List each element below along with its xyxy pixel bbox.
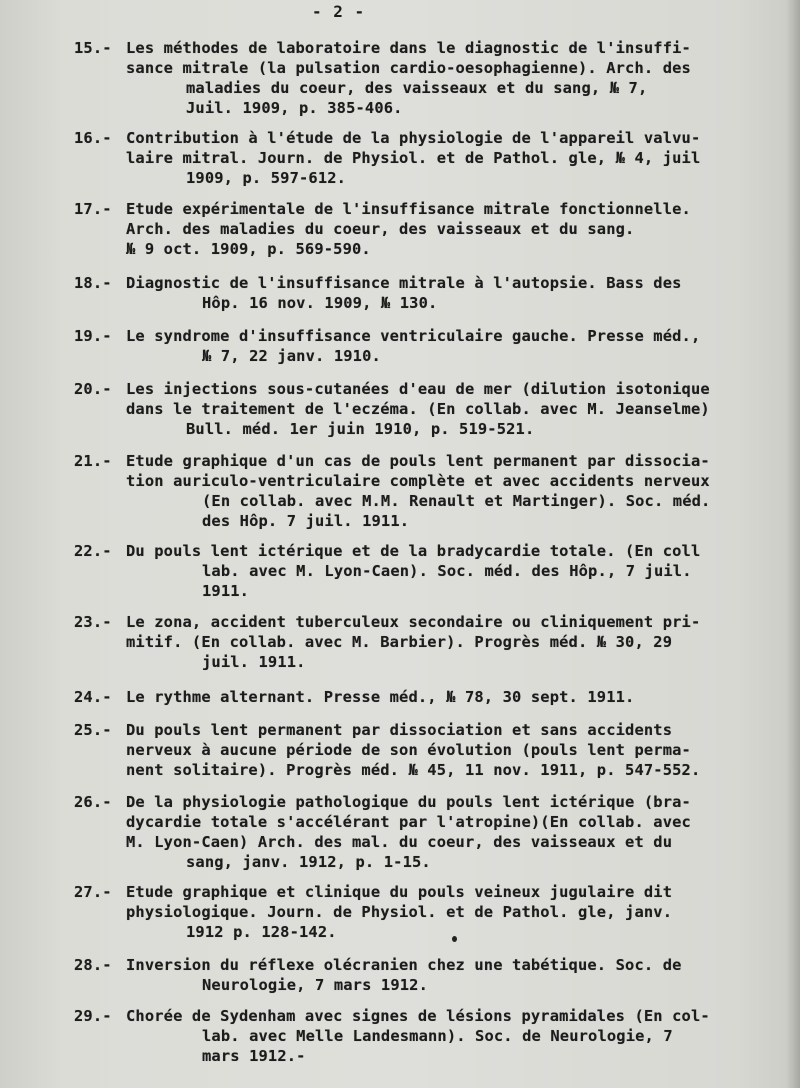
- entry-text-line: 1912 p. 128-142.: [186, 923, 337, 941]
- entry-text-line: M. Lyon-Caen) Arch. des mal. du coeur, des vaisseaux et du: [126, 833, 673, 851]
- entry-text-line: dans le traitement de l'eczéma. (En collab. avec M. Jeanselme): [126, 400, 710, 418]
- entry-text-line: tion auriculo-ventriculaire complète et avec accidents nerveux: [126, 472, 710, 490]
- entry-text-line: Inversion du réflexe olécranien chez une tabétique. Soc. de: [126, 956, 682, 974]
- entry-text-line: des Hôp. 7 juil. 1911.: [202, 512, 410, 530]
- entry-text-line: Etude graphique et clinique du pouls veineux jugulaire dit: [126, 883, 673, 901]
- entry-number: 26.-: [74, 793, 112, 811]
- entry-text-line: Contribution à l'étude de la physiologie de l'appareil valvu-: [126, 129, 701, 147]
- entry-text-line: De la physiologie pathologique du pouls lent ictérique (bra-: [126, 793, 691, 811]
- entry-text-line: nerveux à aucune période de son évolution (pouls lent perma-: [126, 741, 691, 759]
- entry-number: 25.-: [74, 721, 112, 739]
- entry-text-line: mitif. (En collab. avec M. Barbier). Progrès méd. № 30, 29: [126, 633, 673, 651]
- entry-number: 20.-: [74, 380, 112, 398]
- entry-number: 24.-: [74, 688, 112, 706]
- entry-number: 21.-: [74, 452, 112, 470]
- entry-text-line: 1909, p. 597-612.: [186, 169, 347, 187]
- entry-text-line: Les injections sous-cutanées d'eau de mer (dilution isotonique: [126, 380, 710, 398]
- entry-number: 17.-: [74, 200, 112, 218]
- entry-text-line: 1911.: [202, 582, 250, 600]
- entry-number: 29.-: [74, 1007, 112, 1025]
- entry-text-line: sance mitrale (la pulsation cardio-oesophagienne). Arch. des: [126, 59, 691, 77]
- entry-text-line: Le syndrome d'insuffisance ventriculaire gauche. Presse méd.,: [126, 327, 701, 345]
- entry-text-line: Le zona, accident tuberculeux secondaire ou cliniquement pri-: [126, 613, 701, 631]
- entry-text-line: Chorée de Sydenham avec signes de lésions pyramidales (En col-: [126, 1007, 710, 1025]
- entry-text-line: Juil. 1909, p. 385-406.: [186, 99, 403, 117]
- entry-number: 15.-: [74, 39, 112, 57]
- page-number: - 2 -: [312, 2, 366, 21]
- entry-text-line: lab. avec Melle Landesmann). Soc. de Neurologie, 7: [202, 1027, 673, 1045]
- entry-text-line: Etude graphique d'un cas de pouls lent permanent par dissocia-: [126, 452, 710, 470]
- entry-text-line: Du pouls lent permanent par dissociation et sans accidents: [126, 721, 673, 739]
- entry-text-line: physiologique. Journ. de Physiol. et de Pathol. gle, janv.: [126, 903, 673, 921]
- entry-text-line: juil. 1911.: [202, 653, 306, 671]
- entry-number: 19.-: [74, 327, 112, 345]
- entry-text-line: № 7, 22 janv. 1910.: [202, 347, 381, 365]
- entry-text-line: Diagnostic de l'insuffisance mitrale à l'autopsie. Bass des: [126, 274, 682, 292]
- entry-text-line: Neurologie, 7 mars 1912.: [202, 976, 428, 994]
- entry-text-line: lab. avec M. Lyon-Caen). Soc. méd. des Hôp., 7 juil.: [202, 562, 692, 580]
- ink-spot: [452, 936, 457, 942]
- entry-text-line: dycardie totale s'accélérant par l'atropine)(En collab. avec: [126, 813, 691, 831]
- entry-text-line: Du pouls lent ictérique et de la bradycardie totale. (En coll: [126, 542, 701, 560]
- entry-text-line: Arch. des maladies du coeur, des vaisseaux et du sang.: [126, 220, 635, 238]
- entry-number: 28.-: [74, 956, 112, 974]
- entry-text-line: Bull. méd. 1er juin 1910, p. 519-521.: [186, 420, 535, 438]
- entry-text-line: Le rythme alternant. Presse méd., № 78, 30 sept. 1911.: [126, 688, 635, 706]
- entry-number: 23.-: [74, 613, 112, 631]
- entry-text-line: mars 1912.-: [202, 1047, 306, 1065]
- entry-text-line: Etude expérimentale de l'insuffisance mitrale fonctionnelle.: [126, 200, 691, 218]
- entry-text-line: (En collab. avec M.M. Renault et Martinger). Soc. méd.: [202, 492, 711, 510]
- entry-number: 22.-: [74, 542, 112, 560]
- entry-number: 16.-: [74, 129, 112, 147]
- entry-text-line: Hôp. 16 nov. 1909, № 130.: [202, 294, 438, 312]
- entry-number: 18.-: [74, 274, 112, 292]
- entry-text-line: sang, janv. 1912, p. 1-15.: [186, 853, 431, 871]
- entry-text-line: Les méthodes de laboratoire dans le diagnostic de l'insuffi-: [126, 39, 691, 57]
- entry-text-line: nent solitaire). Progrès méd. № 45, 11 nov. 1911, p. 547-552.: [126, 761, 701, 779]
- entry-number: 27.-: [74, 883, 112, 901]
- entry-text-line: № 9 oct. 1909, p. 569-590.: [126, 240, 371, 258]
- entry-text-line: maladies du coeur, des vaisseaux et du sang, № 7,: [186, 79, 648, 97]
- entry-text-line: laire mitral. Journ. de Physiol. et de Pathol. gle, № 4, juil: [126, 149, 701, 167]
